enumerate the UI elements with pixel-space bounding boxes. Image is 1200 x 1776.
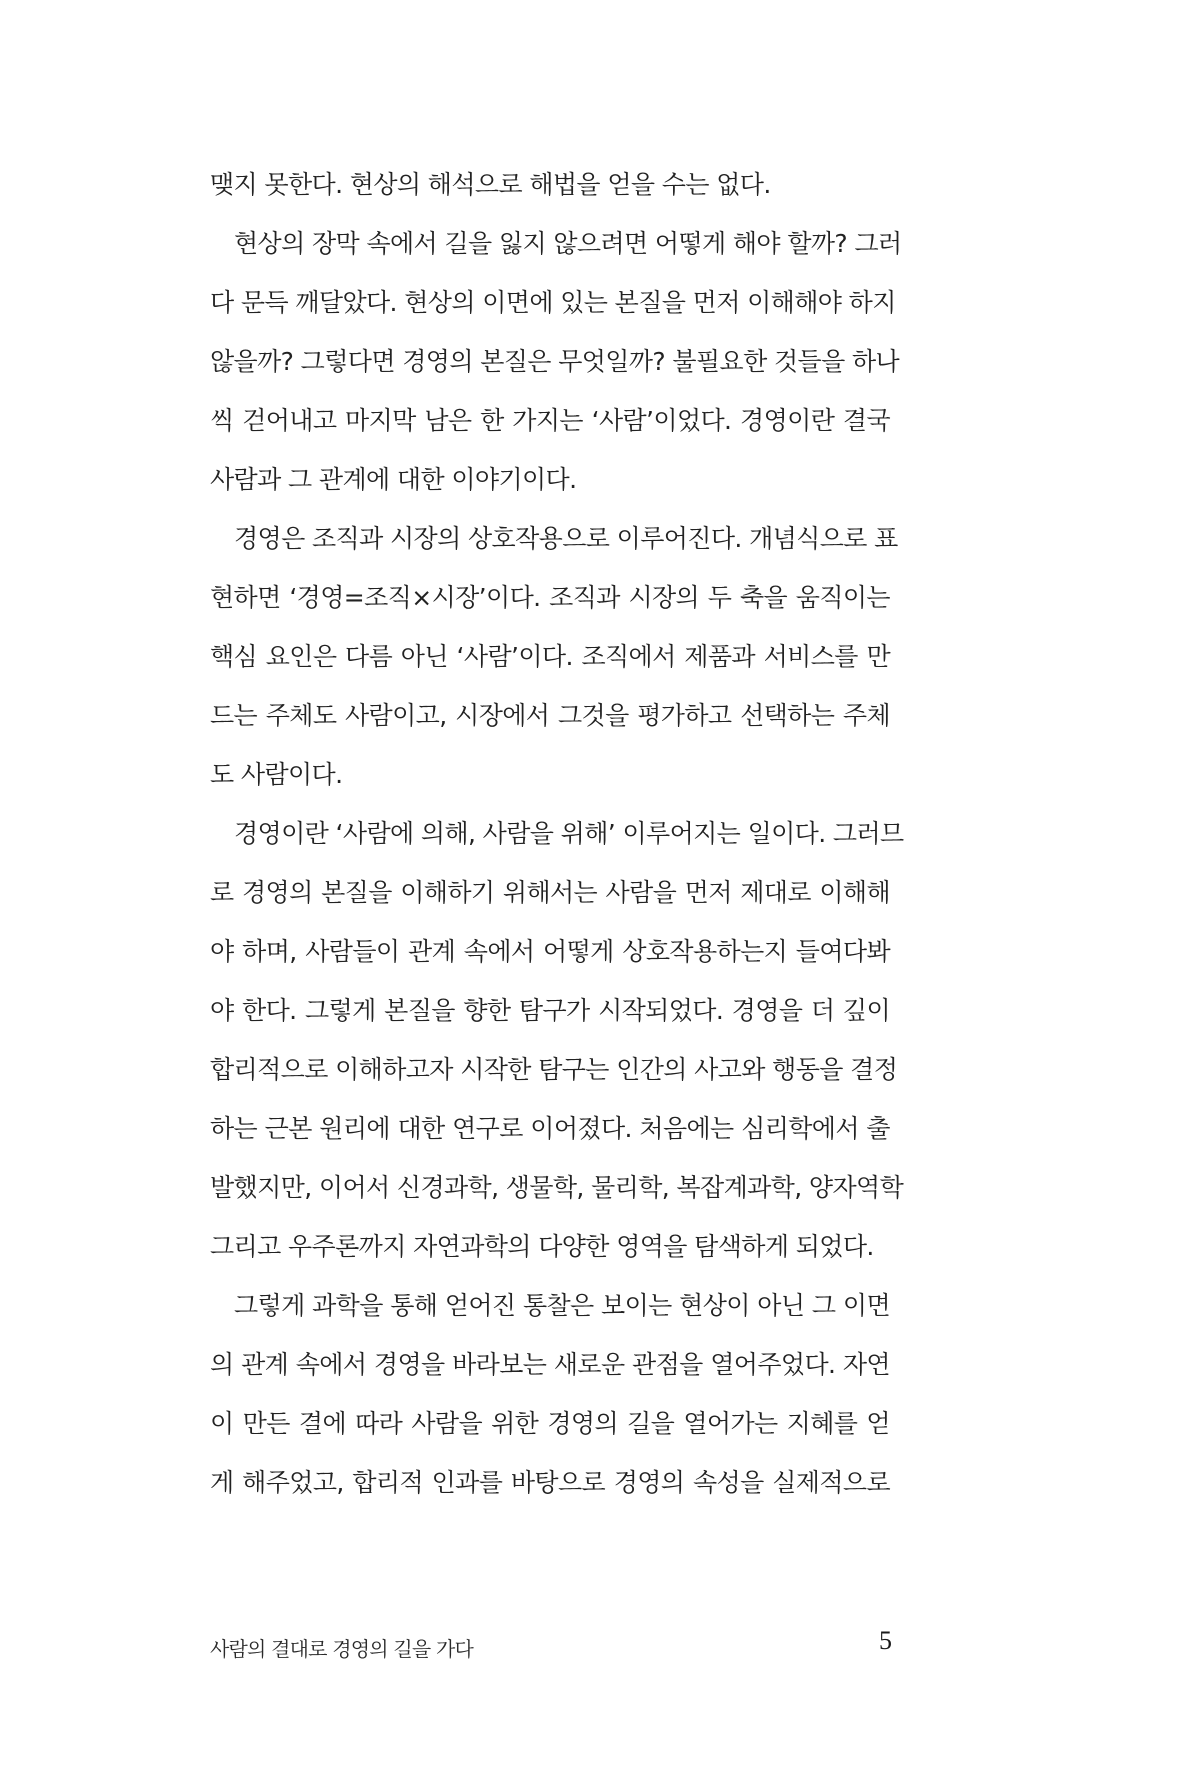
text-line: 현하면 ‘경영=조직×시장’이다. 조직과 시장의 두 축을 움직이는 bbox=[210, 583, 890, 612]
page-number: 5 bbox=[879, 1626, 892, 1655]
text-line: 않을까? 그렇다면 경영의 본질은 무엇일까? 불필요한 것들을 하나 bbox=[210, 347, 900, 376]
text-line: 이 만든 결에 따라 사람을 위한 경영의 길을 열어가는 지혜를 얻 bbox=[210, 1409, 890, 1438]
text-line: 야 하며, 사람들이 관계 속에서 어떻게 상호작용하는지 들여다봐 bbox=[210, 937, 890, 966]
text-line: 현상의 장막 속에서 길을 잃지 않으려면 어떻게 해야 할까? 그러 bbox=[234, 229, 902, 258]
text-line: 그렇게 과학을 통해 얻어진 통찰은 보이는 현상이 아닌 그 이면 bbox=[234, 1291, 890, 1320]
text-line: 다 문득 깨달았다. 현상의 이면에 있는 본질을 먼저 이해해야 하지 bbox=[210, 288, 896, 317]
running-footer-book-title: 사람의 결대로 경영의 길을 가다 bbox=[210, 1637, 473, 1661]
text-line: 씩 걷어내고 마지막 남은 한 가지는 ‘사람’이었다. 경영이란 결국 bbox=[210, 406, 890, 435]
text-line: 도 사람이다. bbox=[210, 760, 343, 789]
text-line: 맺지 못한다. 현상의 해석으로 해법을 얻을 수는 없다. bbox=[210, 170, 771, 199]
text-line: 발했지만, 이어서 신경과학, 생물학, 물리학, 복잡계과학, 양자역학 bbox=[210, 1173, 904, 1202]
text-line: 그리고 우주론까지 자연과학의 다양한 영역을 탐색하게 되었다. bbox=[210, 1232, 874, 1261]
text-line: 경영은 조직과 시장의 상호작용으로 이루어진다. 개념식으로 표 bbox=[234, 524, 898, 553]
text-line: 게 해주었고, 합리적 인과를 바탕으로 경영의 속성을 실제적으로 bbox=[210, 1468, 890, 1497]
text-line: 경영이란 ‘사람에 의해, 사람을 위해’ 이루어지는 일이다. 그러므 bbox=[234, 819, 904, 848]
text-line: 하는 근본 원리에 대한 연구로 이어졌다. 처음에는 심리학에서 출 bbox=[210, 1114, 890, 1143]
text-line: 야 한다. 그렇게 본질을 향한 탐구가 시작되었다. 경영을 더 깊이 bbox=[210, 996, 890, 1025]
text-line: 합리적으로 이해하고자 시작한 탐구는 인간의 사고와 행동을 결정 bbox=[210, 1055, 898, 1084]
text-line: 사람과 그 관계에 대한 이야기이다. bbox=[210, 465, 577, 494]
body-text bbox=[210, 160, 904, 1517]
text-line: 로 경영의 본질을 이해하기 위해서는 사람을 먼저 제대로 이해해 bbox=[210, 878, 890, 907]
text-line: 의 관계 속에서 경영을 바라보는 새로운 관점을 열어주었다. 자연 bbox=[210, 1350, 890, 1379]
text-line: 드는 주체도 사람이고, 시장에서 그것을 평가하고 선택하는 주체 bbox=[210, 701, 890, 730]
text-line: 핵심 요인은 다름 아닌 ‘사람’이다. 조직에서 제품과 서비스를 만 bbox=[210, 642, 890, 671]
